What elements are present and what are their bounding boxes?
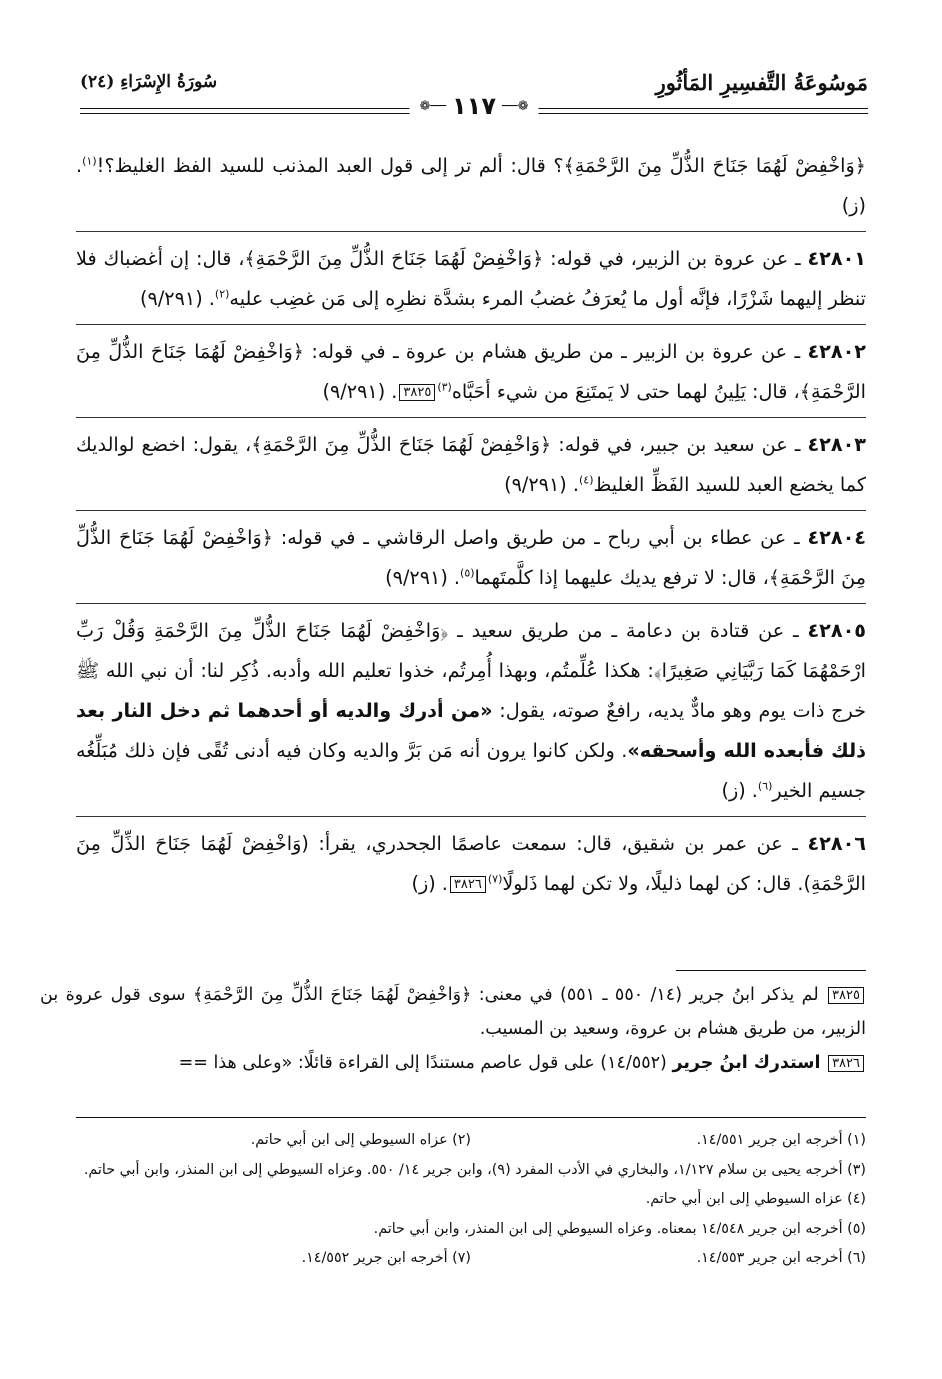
footnote-1: (١) أخرجه ابن جرير ١٤/٥٥١. <box>696 1132 866 1148</box>
entry-number: ٤٢٨٠٢ <box>807 340 866 363</box>
note-3825: ٣٨٢٥ لم يذكر ابنُ جرير (١٤/ ٥٥٠ ـ ٥٥١) في معنى: ﴿وَاخْفِضْ لَهُمَا جَنَاحَ الذُّلِّ مِنَ الرَّحْمَةِ﴾ سوى قول عروة بن الزبير، من طريق هشام بن عروة، وسعيد بن المسيب. <box>40 985 866 1039</box>
footnote-6: (٦) أخرجه ابن جرير ١٤/٥٥٣. <box>696 1250 866 1266</box>
paragraph-continuation: ﴿وَاخْفِضْ لَهُمَا جَنَاحَ الذُّلِّ مِنَ الرَّحْمَةِ﴾؟ قال: ألم تر إلى قول العبد المذنب للسيد الفظ الغليظ؟!$^{(١)}$. (ز) <box>76 154 866 217</box>
footnote-ref[interactable]: (٦) <box>757 779 773 793</box>
book-title: مَوسُوعَةُ التَّفسِيرِ المَأثُورِ <box>655 70 868 95</box>
editorial-notes <box>40 978 866 1080</box>
footnote-ref[interactable]: (٥) <box>460 566 475 580</box>
footnote-ref[interactable]: (٢) <box>214 287 230 301</box>
entry-42803: ٤٢٨٠٣ ـ عن سعيد بن جبير، في قوله: ﴿وَاخْفِضْ لَهُمَا جَنَاحَ الذُّلِّ مِنَ الرَّحْمَةِ﴾، يقول: اخضع لوالديك كما يخضع العبد للسيد الفَظِّ الغليظ$^{(٤)}$. (٩/٢٩١) <box>76 433 866 496</box>
footnote-row <box>76 1215 866 1245</box>
entry-number: ٤٢٨٠٦ <box>807 832 866 855</box>
footnote-row <box>76 1126 866 1156</box>
entry-42804: ٤٢٨٠٤ ـ عن عطاء بن أبي رباح ـ من طريق واصل الرقاشي ـ في قوله: ﴿وَاخْفِضْ لَهُمَا جَنَاحَ الذُّلِّ مِنَ الرَّحْمَةِ﴾، قال: لا ترفع يديك عليهما إذا كلَّمتَهما$^{(٥)}$. (٩/٢٩١) <box>76 526 866 589</box>
main-text <box>76 146 866 904</box>
entry-42801: ٤٢٨٠١ ـ عن عروة بن الزبير، في قوله: ﴿وَاخْفِضْ لَهُمَا جَنَاحَ الذُّلِّ مِنَ الرَّحْمَةِ﴾، قال: إن أغضباك فلا تنظر إليهما شَزْرًا، فإنَّه أول ما يُعرَفُ غضبُ المرء بشدَّة نظرِه إلى مَن غضِب عليه$^{(٢)}$. (٩/٢٩١) <box>76 247 866 310</box>
footnotes-rule <box>76 1117 866 1118</box>
footnote-row <box>76 1156 866 1186</box>
paragraph-separator <box>76 417 866 418</box>
floral-ornament-icon: ❁── <box>419 98 447 114</box>
footnote-2: (٢) عزاه السيوطي إلى ابن أبي حاتم. <box>250 1132 471 1148</box>
surah-label: سُورَةُ الإِسْرَاءِ (٢٤) <box>80 72 218 92</box>
paragraph-separator <box>76 324 866 325</box>
footnote-ref[interactable]: (٧) <box>487 872 503 886</box>
paragraph-separator <box>76 816 866 817</box>
entry-42806: ٤٢٨٠٦ ـ عن عمر بن شقيق، قال: سمعت عاصمًا الجحدري، يقرأ: (وَاخْفِضْ لَهُمَا جَنَاحَ الذِّلِّ مِنَ الرَّحْمَةِ). قال: كن لهما ذليلًا، ولا تكن لهما ذَلولًا$^{(٧)}$٣٨٢٦. (ز) <box>76 832 866 895</box>
footnote-ref[interactable]: (١) <box>82 154 97 168</box>
running-header <box>80 68 868 130</box>
page-number: ١١٧ <box>452 92 496 120</box>
footnote-ref[interactable]: (٤) <box>578 473 594 487</box>
footnote-3: (٣) أخرجه يحيى بن سلام ١/١٢٧، والبخاري في الأدب المفرد (٩)، وابن جرير ١٤/ ٥٥٠. وعزاه السيوطي إلى ابن المنذر، وابن أبي حاتم. <box>83 1161 866 1178</box>
footnote-row <box>76 1185 866 1215</box>
paragraph-separator <box>76 510 866 511</box>
note-ref-box[interactable]: ٣٨٢٥ <box>399 384 435 401</box>
entry-number: ٤٢٨٠٤ <box>807 526 866 549</box>
paragraph-separator <box>76 603 866 604</box>
floral-ornament-icon: ──❁ <box>501 98 529 114</box>
entry-number: ٤٢٨٠٣ <box>807 433 866 456</box>
footnotes <box>76 1126 866 1274</box>
note-number-box: ٣٨٢٥ <box>828 987 864 1004</box>
entry-42802: ٤٢٨٠٢ ـ عن عروة بن الزبير ـ من طريق هشام بن عروة ـ في قوله: ﴿وَاخْفِضْ لَهُمَا جَنَاحَ الذُّلِّ مِنَ الرَّحْمَةِ﴾، قال: يَلِينُ لهما حتى لا يَمتَنِعَ من شيء أحَبَّاه$^{(٣)}$٣٨٢٥. (٩/٢٩١) <box>76 340 866 403</box>
note-number-box: ٣٨٢٦ <box>828 1055 864 1072</box>
page-number-box <box>409 92 538 120</box>
entry-number: ٤٢٨٠١ <box>807 247 866 270</box>
paragraph-separator <box>76 231 866 232</box>
hadith-quote: «من أدرك والديه أو أحدهما ثم دخل النار بعد ذلك فأبعده الله وأسحقه» <box>76 699 867 762</box>
footnote-5: (٥) أخرجه ابن جرير ١٤/٥٤٨ بمعناه. وعزاه السيوطي إلى ابن المنذر، وابن أبي حاتم. <box>373 1220 866 1237</box>
footnote-ref[interactable]: (٣) <box>437 380 452 394</box>
entry-42805: ٤٢٨٠٥ ـ عن قتادة بن دعامة ـ من طريق سعيد ـ ﴿وَاخْفِضْ لَهُمَا جَنَاحَ الذُّلِّ مِنَ الرَّحْمَةِ وَقُلْ رَبِّ ارْحَمْهُمَا كَمَا رَبَّيَانِي صَغِيرًا﴾: هكذا عُلِّمتُم، وبهذا أُمِرتُم، خذوا تعليم الله وأدبه. ذُكِر لنا: أن نبي الله ﷺ خرج ذات يوم وهو مادٌّ يديه، رافعٌ صوته، يقول: «من أدرك والديه أو أحدهما ثم دخل النار بعد ذلك فأبعده الله وأسحقه». ولكن كانوا يرون أنه مَن بَرَّ والديه وكان فيه أدنى تُقًى فإن ذلك مُبَلِّغُه جسيم الخير$^{(٦)}$. (ز) <box>76 619 867 802</box>
footnote-4: (٤) عزاه السيوطي إلى ابن أبي حاتم. <box>645 1191 866 1207</box>
note-3826: ٣٨٢٦ استدرك ابنُ جرير (١٤/٥٥٢) على قول عاصم مستندًا إلى القراءة قائلًا: «وعلى هذا == <box>40 1046 866 1080</box>
footnote-row <box>76 1244 866 1274</box>
note-emphasis: استدرك ابنُ جرير <box>672 1053 821 1073</box>
notes-rule <box>676 970 866 971</box>
note-ref-box[interactable]: ٣٨٢٦ <box>450 876 486 893</box>
entry-number: ٤٢٨٠٥ <box>807 619 866 642</box>
footnote-7: (٧) أخرجه ابن جرير ١٤/٥٥٢. <box>301 1250 471 1266</box>
